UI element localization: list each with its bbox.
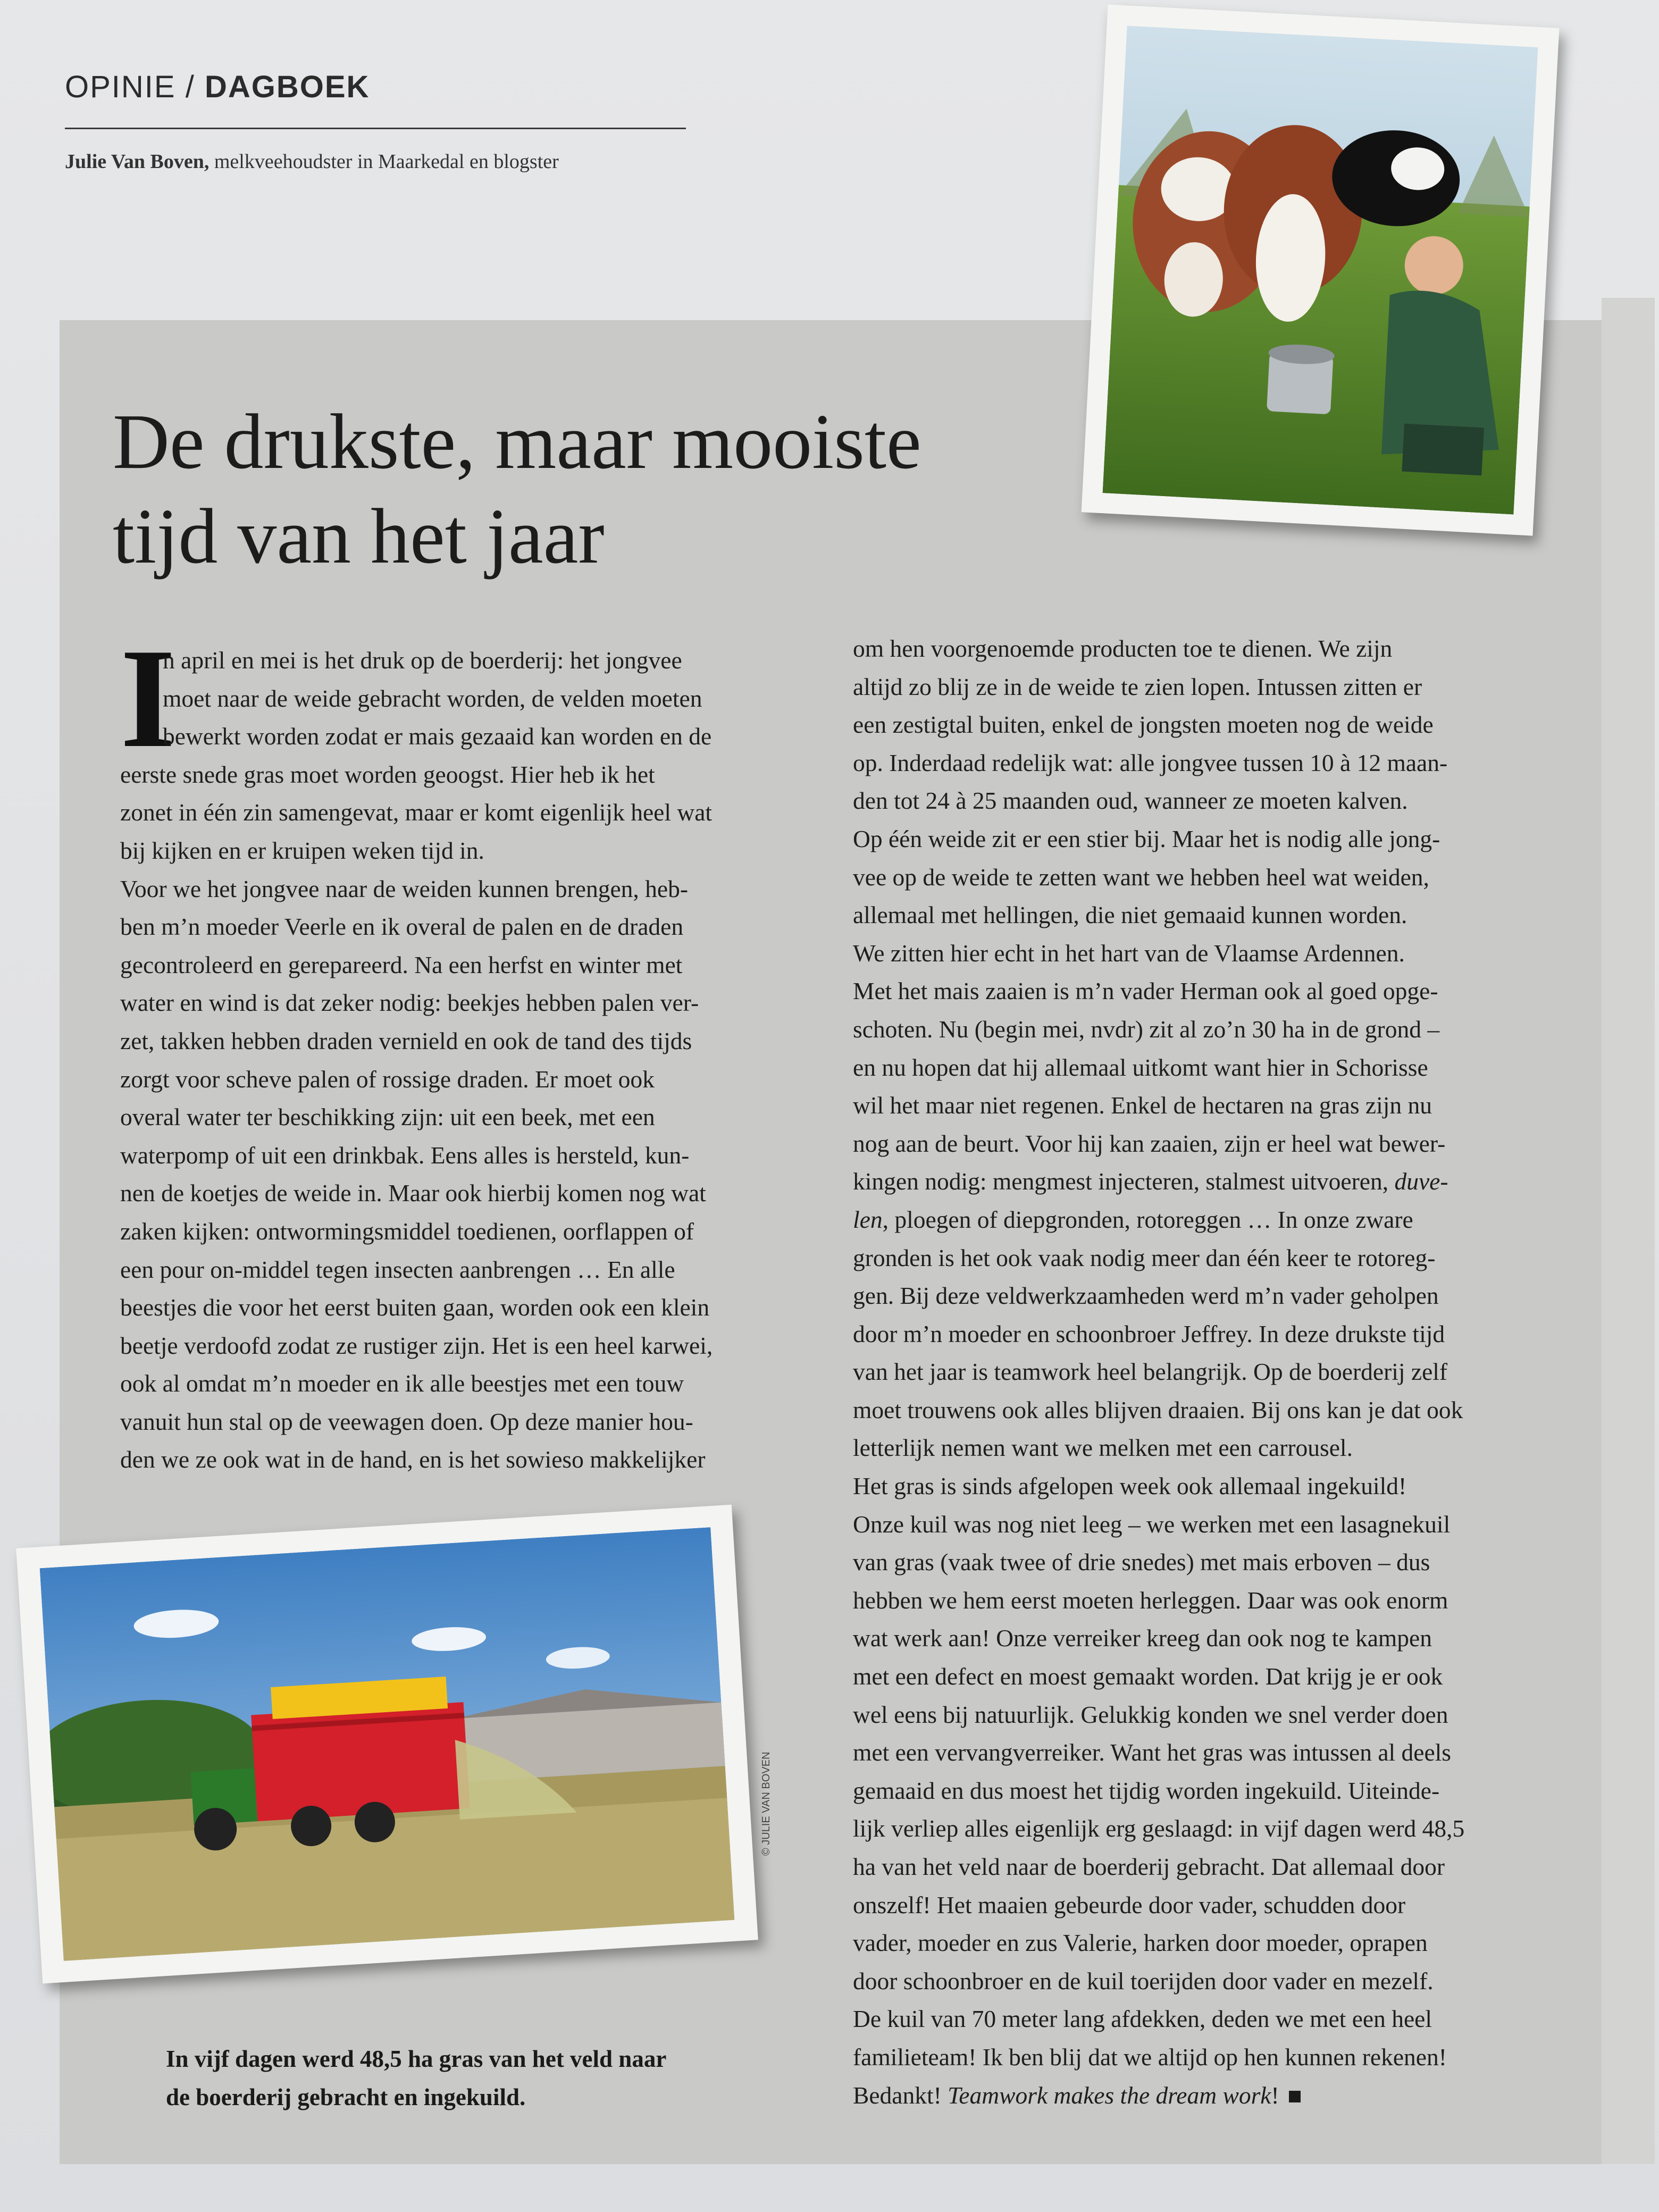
text-line: overal water ter beschikking zijn: uit een beek, met een [120,1103,655,1131]
text-segment: , ploegen of diepgronden, rotoreggen … In onze zware [882,1205,1413,1233]
text-line: bewerkt worden zodat er mais gezaaid kan worden en de [163,723,712,750]
text-line: allemaal met hellingen, die niet gemaaid kunnen worden. [853,901,1407,929]
text-line: den we ze ook wat in de hand, en is het sowieso makkelijker [120,1446,706,1473]
text-italic: Teamwork makes the dream work [948,2081,1271,2109]
text-line: nen de koetjes de weide in. Maar ook hierbij komen nog wat [120,1179,706,1207]
text-line: lijk verliep alles eigenlijk erg geslaagd: in vijf dagen werd 48,5 [853,1815,1465,1842]
text-italic: duve- [1394,1168,1448,1195]
text-line: Het gras is sinds afgelopen week ook allemaal ingekuild! [853,1472,1407,1500]
text-line: water en wind is dat zeker nodig: beekjes hebben palen ver- [120,989,699,1017]
text-segment: Bedankt! [853,2081,948,2109]
text-line: bij kijken en er kruipen weken tijd in. [120,836,484,864]
photo-cows-farmer [1082,4,1560,535]
drop-cap: I [120,619,176,777]
text-line: van het jaar is teamwork heel belangrijk. Op de boerderij zelf [853,1358,1448,1386]
text-line [853,1162,1555,1201]
text-line: moet trouwens ook alles blijven draaien. Bij ons kan je dat ook [853,1396,1463,1423]
headline-line-1: De drukste, maar mooiste [113,398,921,485]
text-line: een zestigtal buiten, enkel de jongsten moeten nog de weide [853,711,1434,739]
text-line: om hen voorgenoemde producten toe te dienen. We zijn [853,635,1393,662]
text-line: vee op de weide te zetten want we hebben heel wat weiden, [853,863,1429,891]
caption-line-2: de boerderij gebracht en ingekuild. [166,2084,526,2110]
text-line: zet, takken hebben draden vernield en ook de tand des tijds [120,1027,692,1054]
text-line: vanuit hun stal op de veewagen doen. Op deze manier hou- [120,1407,693,1435]
text-italic: len [853,1205,883,1233]
text-line: Onze kuil was nog niet leeg – we werken met een lasagnekuil [853,1510,1451,1538]
text-line: een pour on-middel tegen insecten aanbrengen … En alle [120,1255,675,1283]
section-opinie: OPINIE / [65,70,205,104]
text-line: ben m’n moeder Veerle en ik overal de palen en de draden [120,913,684,941]
text-line: met een defect en moest gemaakt worden. Dat krijg je er ook [853,1663,1443,1690]
photo-credit: © JULIE VAN BOVEN [760,1752,772,1856]
text-line: ook al omdat m’n moeder en ik alle beestjes met een touw [120,1370,684,1397]
section-dagboek: DAGBOEK [204,70,370,104]
text-line: eerste snede gras moet worden geoogst. Hier heb ik het [120,760,655,788]
text-line: beestjes die voor het eerst buiten gaan, worden ook een klein [120,1294,710,1321]
caption-line-1: In vijf dagen werd 48,5 ha gras van het veld naar [166,2046,667,2072]
photo-cows-image [1103,26,1538,514]
text-line: n april en mei is het druk op de boerderij: het jongvee [163,647,682,674]
photo-wagon-image [40,1527,735,1961]
photo-forage-wagon [16,1505,758,1984]
header-rule [65,128,686,129]
text-line: zonet in één zin samengevat, maar er komt eigenlijk heel wat [120,799,713,826]
text-line: De kuil van 70 meter lang afdekken, deden we met een heel [853,2005,1432,2033]
text-line: Met het mais zaaien is m’n vader Herman ook al goed opge- [853,977,1438,1005]
text-line: ha van het veld naar de boerderij gebracht. Dat allemaal door [853,1853,1445,1880]
text-line: familieteam! Ik ben blij dat we altijd op hen kunnen rekenen! [853,2043,1447,2071]
panel-edge [1602,298,1655,2164]
byline [65,150,559,173]
author-role: melkveehoudster in Maarkedal en blogster [209,150,559,173]
photo-caption [166,2040,804,2116]
text-line: onszelf! Het maaien gebeurde door vader, schudden door [853,1891,1406,1918]
text-line: zorgt voor scheve palen of rossige draden. Er moet ook [120,1065,655,1093]
text-line: en nu hopen dat hij allemaal uitkomt want hier in Schorisse [853,1053,1428,1081]
text-line: moet naar de weide gebracht worden, de velden moeten [163,684,702,712]
cows-illustration-icon [1103,26,1538,514]
text-line: Op één weide zit er een stier bij. Maar het is nodig alle jong- [853,825,1440,852]
text-line: waterpomp of uit een drinkbak. Eens alles is hersteld, kun- [120,1141,690,1169]
text-line: door schoonbroer en de kuil toerijden door vader en mezelf. [853,1967,1434,1995]
text-line: gemaaid en dus moest het tijdig worden ingekuild. Uiteinde- [853,1777,1440,1804]
headline-line-2: tijd van het jaar [113,493,605,580]
text-line: nog aan de beurt. Voor hij kan zaaien, zijn er heel wat bewer- [853,1129,1446,1157]
text-line: op. Inderdaad redelijk wat: alle jongvee tussen 10 à 12 maan- [853,749,1448,776]
text-line: letterlijk nemen want we melken met een carrousel. [853,1434,1353,1462]
text-line: van gras (vaak twee of drie snedes) met mais erboven – dus [853,1548,1430,1576]
text-line: beetje verdoofd zodat ze rustiger zijn. Het is een heel karwei, [120,1331,713,1359]
text-line: schoten. Nu (begin mei, nvdr) zit al zo’n 30 ha in de grond – [853,1015,1440,1043]
text-line: wil het maar niet regenen. Enkel de hectaren na gras zijn nu [853,1092,1432,1119]
text-line [853,1201,1555,1239]
text-line: gronden is het ook vaak nodig meer dan één keer te rotoreg- [853,1244,1436,1271]
text-line: wel eens bij natuurlijk. Gelukkig konden we snel verder doen [853,1700,1448,1728]
text-line: door m’n moeder en schoonbroer Jeffrey. In deze drukste tijd [853,1320,1445,1347]
text-line: Voor we het jongvee naar de weiden kunnen brengen, heb- [120,875,689,902]
article-headline [113,395,1123,584]
author-name: Julie Van Boven, [65,150,210,173]
text-line: gen. Bij deze veldwerkzaamheden werd m’n vader geholpen [853,1282,1439,1310]
text-line: den tot 24 à 25 maanden oud, wanneer ze moeten kalven. [853,787,1408,815]
text-segment: ! [1271,2081,1279,2109]
text-line: zaken kijken: ontwormingsmiddel toedienen, oorflappen of [120,1217,694,1245]
text-line: gecontroleerd en gerepareerd. Na een herfst en winter met [120,951,683,978]
wagon-illustration-icon [40,1527,735,1961]
text-line [853,2076,1555,2115]
text-line: altijd zo blij ze in de weide te zien lopen. Intussen zitten er [853,673,1422,700]
text-line: wat werk aan! Onze verreiker kreeg dan ook nog te kampen [853,1624,1432,1652]
section-label [65,69,597,105]
end-mark-icon [1289,2091,1301,2102]
text-line: hebben we hem eerst moeten herleggen. Daar was ook enorm [853,1586,1448,1614]
text-line: We zitten hier echt in het hart van de Vlaamse Ardennen. [853,939,1405,967]
article-column-1 [120,641,854,1479]
text-line: met een vervangverreiker. Want het gras was intussen al deels [853,1739,1452,1766]
article-column-2 [853,630,1555,2114]
text-segment: kingen nodig: mengmest injecteren, stalmest uitvoeren, [853,1168,1389,1195]
text-line: vader, moeder en zus Valerie, harken door moeder, oprapen [853,1929,1428,1957]
